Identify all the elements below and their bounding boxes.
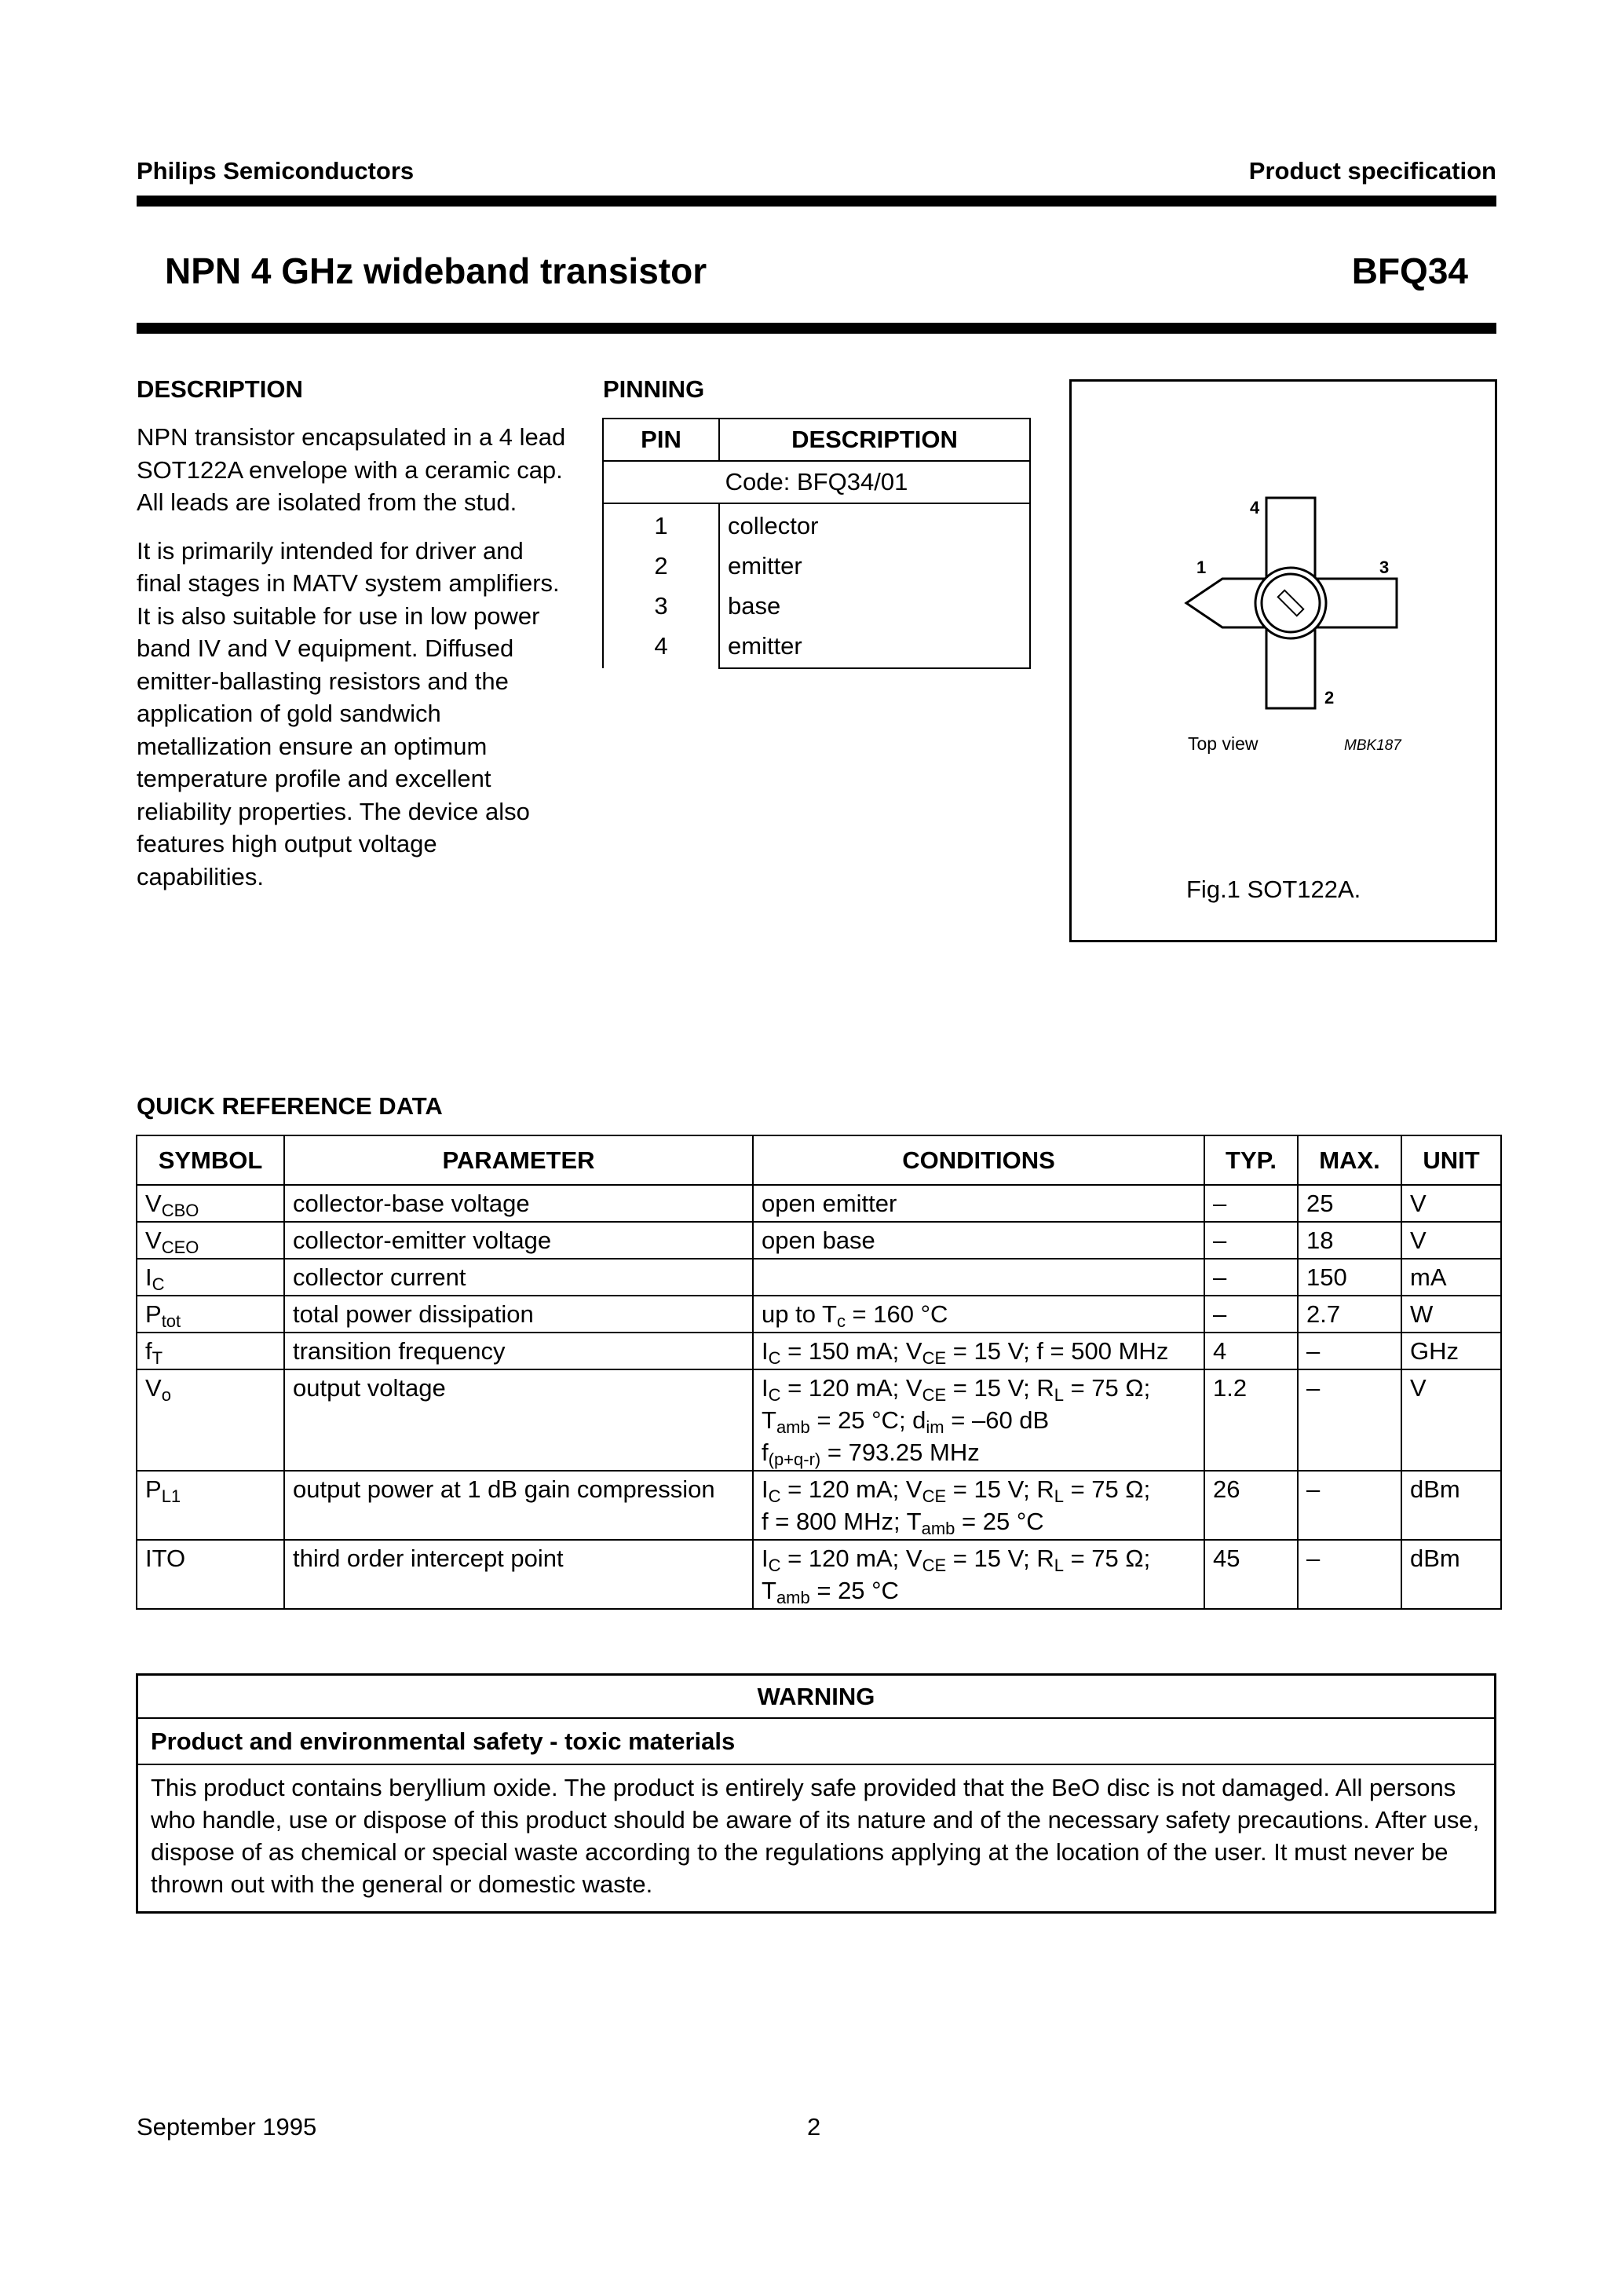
symbol-cell: [137, 1222, 284, 1259]
conditions-cell: [753, 1333, 1204, 1369]
cond-text: = 15 V; f = 500 MHz: [946, 1337, 1169, 1365]
warning-box: [136, 1673, 1496, 1914]
conditions-cell: [753, 1296, 1204, 1333]
header-rule: [137, 196, 1496, 207]
description-text: [137, 421, 567, 893]
pin-label-4: 4: [1250, 498, 1260, 517]
max-cell: –: [1298, 1540, 1401, 1609]
cond-text: = 25 °C: [809, 1577, 899, 1604]
symbol-cell: [137, 1296, 284, 1333]
quick-reference-table: [136, 1135, 1502, 1610]
part-number: BFQ34: [1351, 250, 1468, 291]
cond-text: I: [762, 1545, 769, 1572]
description-heading: DESCRIPTION: [137, 375, 303, 403]
cond-subscript: amb: [921, 1519, 955, 1538]
symbol: V: [145, 1374, 162, 1402]
pin-label-3: 3: [1379, 558, 1390, 577]
pin-label-1: 1: [1196, 558, 1207, 577]
cond-subscript: amb: [776, 1588, 810, 1607]
conditions-cell: [753, 1471, 1204, 1540]
conditions-header: CONDITIONS: [753, 1135, 1204, 1185]
pin-column-header: PIN: [603, 419, 719, 461]
parameter-cell: collector current: [284, 1259, 753, 1296]
view-label: Top view: [1188, 733, 1259, 754]
table-row: [603, 503, 1030, 668]
page-number: 2: [807, 2113, 821, 2141]
footer-date: September 1995: [137, 2113, 317, 2141]
max-cell: 2.7: [1298, 1296, 1401, 1333]
sot122a-package-drawing: [1072, 382, 1495, 940]
max-cell: –: [1298, 1369, 1401, 1471]
max-header: MAX.: [1298, 1135, 1401, 1185]
unit-cell: V: [1401, 1222, 1501, 1259]
symbol-subscript: CEO: [161, 1238, 199, 1257]
table-row: [137, 1296, 1501, 1333]
description-column-header: DESCRIPTION: [719, 419, 1030, 461]
conditions-cell: [753, 1369, 1204, 1471]
table-row: [137, 1222, 1501, 1259]
table-row: [137, 1471, 1501, 1540]
cond-subscript: CE: [922, 1486, 947, 1506]
parameter-cell: transition frequency: [284, 1333, 753, 1369]
parameter-cell: third order intercept point: [284, 1540, 753, 1609]
cond-text: f: [762, 1439, 769, 1466]
parameter-cell: collector-base voltage: [284, 1185, 753, 1222]
symbol-subscript: tot: [161, 1311, 181, 1331]
warning-text: This product contains beryllium oxide. The product is entirely safe provided that the BeO disc is not damaged. All persons who handle, use or dispose of this product should be aware of its nature and of the necessary safety precautions. After use, dispose of as chemical or special waste according to the regulations applying at the location of the user. It must never be thrown out with the general or domestic waste.: [137, 1764, 1496, 1913]
typ-cell: 1.2: [1204, 1369, 1298, 1471]
pin-desc-value: emitter: [728, 632, 802, 660]
parameter-cell: output voltage: [284, 1369, 753, 1471]
typ-cell: 45: [1204, 1540, 1298, 1609]
pin-desc-value: base: [728, 592, 781, 620]
max-cell: –: [1298, 1333, 1401, 1369]
cond-text: = 75 Ω;: [1063, 1545, 1151, 1572]
symbol-cell: [137, 1259, 284, 1296]
cond-text: up to T: [762, 1300, 837, 1328]
company-name: Philips Semiconductors: [137, 157, 415, 185]
parameter-cell: total power dissipation: [284, 1296, 753, 1333]
pin-value: 1: [654, 512, 668, 539]
cond-subscript: C: [768, 1556, 781, 1575]
typ-cell: 26: [1204, 1471, 1298, 1540]
unit-cell: W: [1401, 1296, 1501, 1333]
cond-text: = 160 °C: [845, 1300, 948, 1328]
conditions-cell: open emitter: [753, 1185, 1204, 1222]
cond-subscript: L: [1054, 1486, 1064, 1506]
cond-text: f = 800 MHz; T: [762, 1508, 922, 1535]
cond-subscript: L: [1054, 1385, 1064, 1405]
conditions-cell: open base: [753, 1222, 1204, 1259]
cond-subscript: C: [768, 1385, 781, 1405]
cond-text: T: [762, 1406, 776, 1434]
symbol: P: [145, 1300, 162, 1328]
symbol-header: SYMBOL: [137, 1135, 284, 1185]
symbol-cell: [137, 1540, 284, 1609]
cond-text: I: [762, 1374, 769, 1402]
qrd-heading: QUICK REFERENCE DATA: [137, 1092, 443, 1120]
page-title: NPN 4 GHz wideband transistor: [165, 250, 707, 291]
parameter-cell: output power at 1 dB gain compression: [284, 1471, 753, 1540]
conditions-cell: [753, 1259, 1204, 1296]
symbol-subscript: L1: [161, 1486, 181, 1506]
cond-text: T: [762, 1577, 776, 1604]
typ-cell: 4: [1204, 1333, 1298, 1369]
table-header-row: [137, 1135, 1501, 1185]
table-row: [137, 1540, 1501, 1609]
unit-cell: dBm: [1401, 1540, 1501, 1609]
pin-value: 4: [654, 632, 668, 660]
table-row: [137, 1369, 1501, 1471]
conditions-cell: [753, 1540, 1204, 1609]
warning-title: WARNING: [137, 1675, 1496, 1719]
cond-text: = 150 mA; V: [780, 1337, 922, 1365]
typ-header: TYP.: [1204, 1135, 1298, 1185]
cond-subscript: (p+q-r): [768, 1450, 821, 1469]
cond-text: = 25 °C: [955, 1508, 1044, 1535]
cond-subscript: im: [926, 1417, 944, 1437]
pinning-heading: PINNING: [603, 375, 705, 403]
pin-description: [719, 503, 1030, 668]
symbol-cell: [137, 1471, 284, 1540]
table-row: [137, 1333, 1501, 1369]
cond-text: = 120 mA; V: [780, 1374, 922, 1402]
cond-subscript: c: [836, 1311, 846, 1331]
symbol: P: [145, 1475, 162, 1503]
symbol-subscript: CBO: [161, 1201, 199, 1220]
cond-subscript: CE: [922, 1556, 947, 1575]
unit-cell: dBm: [1401, 1471, 1501, 1540]
cond-text: = 120 mA; V: [780, 1545, 922, 1572]
cond-subscript: CE: [922, 1385, 947, 1405]
cond-text: I: [762, 1475, 769, 1503]
cond-text: = 793.25 MHz: [820, 1439, 980, 1466]
unit-cell: V: [1401, 1185, 1501, 1222]
typ-cell: –: [1204, 1222, 1298, 1259]
unit-cell: V: [1401, 1369, 1501, 1471]
max-cell: 25: [1298, 1185, 1401, 1222]
symbol: V: [145, 1227, 162, 1254]
symbol-subscript: T: [152, 1348, 163, 1368]
pinning-table: [602, 418, 1031, 669]
pin-desc-value: emitter: [728, 552, 802, 579]
cond-subscript: CE: [922, 1348, 947, 1368]
package-code: Code: BFQ34/01: [603, 461, 1030, 503]
pin-value: 3: [654, 592, 668, 620]
parameter-cell: collector-emitter voltage: [284, 1222, 753, 1259]
typ-cell: –: [1204, 1259, 1298, 1296]
cond-subscript: L: [1054, 1556, 1064, 1575]
cond-text: = 15 V; R: [946, 1545, 1054, 1572]
cond-subscript: C: [768, 1348, 781, 1368]
symbol: f: [145, 1337, 152, 1365]
symbol: V: [145, 1190, 162, 1217]
typ-cell: –: [1204, 1185, 1298, 1222]
cond-text: = 25 °C; d: [809, 1406, 926, 1434]
symbol-subscript: C: [152, 1274, 165, 1294]
document-type: Product specification: [1248, 157, 1496, 185]
unit-header: UNIT: [1401, 1135, 1501, 1185]
cond-text: I: [762, 1337, 769, 1365]
cond-text: = 15 V; R: [946, 1374, 1054, 1402]
symbol-subscript: o: [161, 1385, 171, 1405]
symbol-cell: [137, 1185, 284, 1222]
cond-subscript: amb: [776, 1417, 810, 1437]
cond-text: = 75 Ω;: [1063, 1475, 1151, 1503]
lead-3: [1315, 579, 1397, 627]
cond-text: = 75 Ω;: [1063, 1374, 1151, 1402]
pin-number: [603, 503, 719, 668]
pin-desc-value: collector: [728, 512, 819, 539]
symbol-cell: [137, 1369, 284, 1471]
drawing-code: MBK187: [1344, 737, 1401, 754]
table-row: [137, 1185, 1501, 1222]
table-row: [137, 1259, 1501, 1296]
table-header-row: [603, 419, 1030, 461]
package-figure: [1069, 379, 1497, 942]
cond-text: = 120 mA; V: [780, 1475, 922, 1503]
symbol: ITO: [145, 1545, 186, 1572]
description-paragraph: It is primarily intended for driver and final stages in MATV system amplifiers. It is also suitable for use in low power band IV and V equipment. Diffused emitter-ballasting resistors and the application of gold sandwich metallization ensure an optimum temperature profile and excellent reliability properties. The device also features high output voltage capabilities.: [137, 536, 560, 890]
cond-subscript: C: [768, 1486, 781, 1506]
unit-cell: GHz: [1401, 1333, 1501, 1369]
title-rule: [137, 323, 1496, 334]
table-row: [603, 461, 1030, 503]
max-cell: 150: [1298, 1259, 1401, 1296]
pin-value: 2: [654, 552, 668, 579]
figure-caption: Fig.1 SOT122A.: [1186, 876, 1361, 903]
warning-subtitle: Product and environmental safety - toxic materials: [137, 1718, 1496, 1764]
cond-text: = 15 V; R: [946, 1475, 1054, 1503]
parameter-header: PARAMETER: [284, 1135, 753, 1185]
unit-cell: mA: [1401, 1259, 1501, 1296]
max-cell: –: [1298, 1471, 1401, 1540]
cond-text: = –60 dB: [944, 1406, 1050, 1434]
pin-label-2: 2: [1324, 688, 1335, 707]
symbol: I: [145, 1263, 152, 1291]
symbol-cell: [137, 1333, 284, 1369]
max-cell: 18: [1298, 1222, 1401, 1259]
description-paragraph: NPN transistor encapsulated in a 4 lead SOT122A envelope with a ceramic cap. All leads are isolated from the stud.: [137, 423, 566, 516]
typ-cell: –: [1204, 1296, 1298, 1333]
